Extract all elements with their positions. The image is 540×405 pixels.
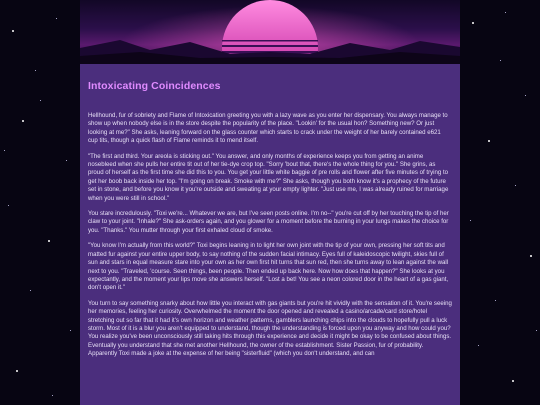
star [22,120,24,122]
star [35,70,36,71]
story-paragraph-5: You turn to say something snarky about how little you interact with gas giants but you're hit vividly with the sensation of it. You're seeing her memories, feeling her curiosity. Overwhelmed the moment the door opened and revealed a casino/arcade/card store/hotel stretching out so far that it had it's own horizon and weather patterns, gamblers launching chips into the clouds to hopefully pull a luck storm. Most of it is a blur you aren't equipped to understand, though the understanding is forced upon you anyway and how could you? You realize you've been unconsciously still taking hits through this experience and decide it might be okay to be confused about things. Eventually you understand that she met another Hellhound, the owner of the establishment. Sister Passion, fur of probability. Apparently Toxi made a joke at the expense of her being "sisterfluid" (which you don't understand, and can [88,299,452,358]
star [52,395,53,396]
star [495,300,496,301]
post-column [80,0,460,405]
star [4,150,5,151]
star [470,220,471,221]
story-paragraph-3: You stare incredulously. "Toxi we're... Whatever we are, but I've seen posts online. I'm no--" you're cut off by her touching the tip of her claw to your joint. "Inhale?" She ask-orders again, and you glower for a moment before the burning in your lungs makes the choice for you. "Thanks." You mutter through your first exhaled cloud of smoke. [88,210,449,234]
star [500,60,501,61]
story-paragraph-2: "The first and third. Your areola is sticking out." You answer, and only months of experience keeps you from getting an anime nosebleed when she pulls her entire tit out of her tie-dye crop top. "Sorry 'bout that, there's the whole thing for you." She grins, as proud of herself as the first time she did this to you. You get your little white baggie of pre rolls and flower after five minutes of trying to get her boob back inside her top. "I'm going on break. Smoke with me?" She asks, though you both know it's a prophecy of the future set in stone, and before you know it you're outside and sweating at your empty lighter. "Just use me, I was already ruined for marriage when you were still in school." [88,152,449,202]
star [505,12,506,13]
star [478,345,479,346]
star [66,160,67,161]
star [12,30,14,32]
star [30,290,31,291]
star [70,330,71,331]
post-title: Intoxicating Coincidences [88,80,221,92]
star [8,205,9,206]
synthwave-sunset-banner [80,0,460,64]
sunset-illustration [80,0,460,64]
star [488,140,490,142]
star [40,100,41,101]
story-paragraph-4: "You know I'm actually from this world?" Toxi begins leaning in to light her own joint with the tip of your own, pressing her soft tits and matted fur against your entire upper body, to say nothing of the sudden facial intimacy. Eyes full of kaleidoscopic twilight, skies full of sun and stars in equal measure stare into your own as her own first hit turns that sun red, then she turns away to lean against the wall next to you. "Traveled, 'course. Seen things, been people. Then ended up back here. Now how does that happen?" She looks at you expectantly, and the moment your lips move she answers herself. "Lost a bet! You see a neon colored door in the heart of a gas giant, don't open it." [88,242,449,292]
story-paragraph-1: Hellhound, fur of sobriety and Flame of Intoxication greeting you with a lazy wave as you enter her dispensary. You always manage to show up when nobody else is in the store despite the popularity of the place. "Lookin' for the usual hon? Something new? Or just looking at me?" She asks, leaning forward on the glass counter which starts to crack under the weight of her barely contained e621 cup tits, though a quick flash of Flame reminds it to mend itself. [88,112,448,145]
star [16,370,18,372]
star [525,95,526,96]
post-body [80,64,460,405]
star [515,185,516,186]
star [472,22,474,24]
star [56,18,57,19]
star [48,240,50,242]
star [530,255,532,257]
star [536,330,537,331]
star [512,380,514,382]
